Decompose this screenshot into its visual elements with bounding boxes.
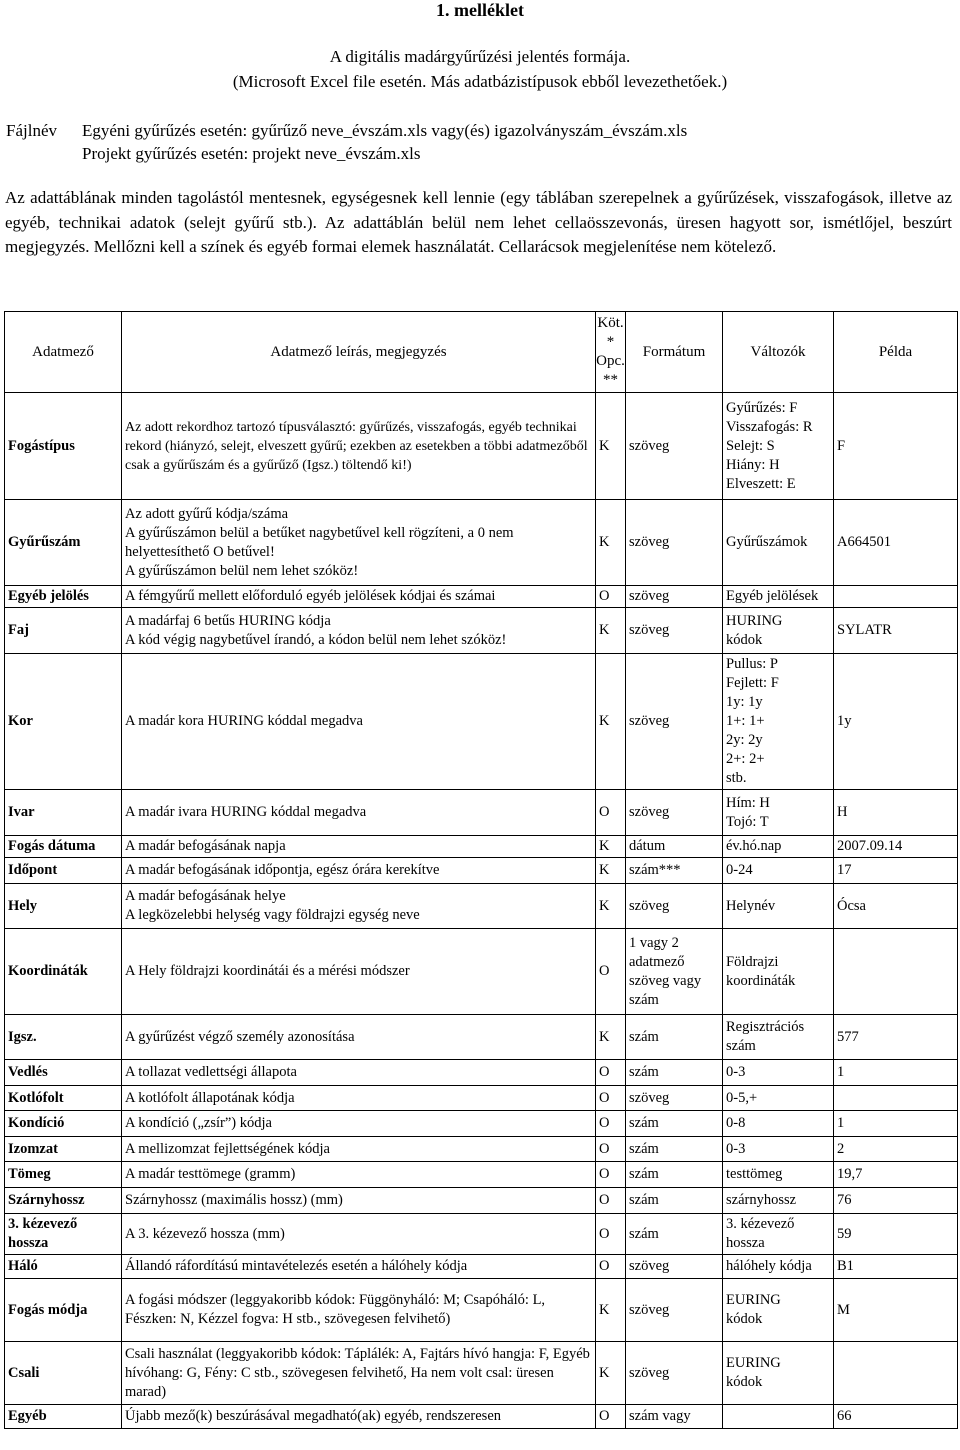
cell-example: M: [834, 1279, 958, 1342]
cell-description: A Hely földrajzi koordinátái és a mérési módszer: [122, 929, 596, 1015]
table-row: [5, 1188, 958, 1214]
cell-description: A mellizomzat fejlettségének kódja: [122, 1137, 596, 1162]
cell-field: Vedlés: [5, 1060, 122, 1086]
cell-field: Fogástípus: [5, 393, 122, 500]
cell-variables: 0-3: [723, 1137, 834, 1162]
cell-field: Faj: [5, 608, 122, 654]
table-row: [5, 929, 958, 1015]
cell-format: szöveg: [626, 608, 723, 654]
cell-required: O: [596, 1060, 626, 1086]
cell-example: [834, 586, 958, 608]
cell-description: A madár befogásának napja: [122, 836, 596, 858]
cell-example: [834, 1086, 958, 1111]
cell-example: 2007.09.14: [834, 836, 958, 858]
cell-example: [834, 1342, 958, 1405]
cell-field: Ivar: [5, 790, 122, 836]
cell-field: Kotlófolt: [5, 1086, 122, 1111]
cell-description: A madár ivara HURING kóddal megadva: [122, 790, 596, 836]
cell-example: 1: [834, 1060, 958, 1086]
intro-line-2: (Microsoft Excel file esetén. Más adatbázistípusok ebből levezethetőek.): [232, 72, 728, 91]
table-row: [5, 1060, 958, 1086]
cell-variables: Gyűrűszámok: [723, 500, 834, 586]
cell-variables: szárnyhossz: [723, 1188, 834, 1214]
cell-required: K: [596, 1342, 626, 1405]
cell-example: B1: [834, 1255, 958, 1279]
cell-example: F: [834, 393, 958, 500]
cell-field: Igsz.: [5, 1015, 122, 1060]
cell-variables: 3. kézevező hossza: [723, 1214, 834, 1255]
cell-variables: 0-5,+: [723, 1086, 834, 1111]
cell-required: K: [596, 1279, 626, 1342]
cell-field: Háló: [5, 1255, 122, 1279]
cell-variables: hálóhely kódja: [723, 1255, 834, 1279]
cell-example: SYLATR: [834, 608, 958, 654]
cell-field: Kor: [5, 654, 122, 790]
cell-variables: Egyéb jelölések: [723, 586, 834, 608]
header-example: Példa: [834, 312, 958, 393]
cell-required: K: [596, 608, 626, 654]
table-row: [5, 1137, 958, 1162]
cell-format: szöveg: [626, 884, 723, 929]
cell-required: K: [596, 654, 626, 790]
header-field: Adatmező: [5, 312, 122, 393]
cell-example: [834, 929, 958, 1015]
cell-required: O: [596, 1111, 626, 1137]
cell-field: Gyűrűszám: [5, 500, 122, 586]
cell-format: szöveg: [626, 1086, 723, 1111]
cell-format: szám: [626, 1137, 723, 1162]
table-row: [5, 1405, 958, 1429]
cell-example: 17: [834, 858, 958, 884]
table-row: [5, 1162, 958, 1188]
cell-format: szám: [626, 1111, 723, 1137]
page-heading: 1. melléklet: [436, 0, 524, 20]
cell-example: 59: [834, 1214, 958, 1255]
cell-required: O: [596, 1255, 626, 1279]
cell-example: Ócsa: [834, 884, 958, 929]
cell-format: szám: [626, 1214, 723, 1255]
table-row: [5, 884, 958, 929]
cell-format: szám: [626, 1060, 723, 1086]
table-body: [5, 393, 958, 1429]
filename-label: Fájlnév: [6, 121, 57, 140]
cell-required: K: [596, 1015, 626, 1060]
cell-required: K: [596, 836, 626, 858]
cell-description: A fémgyűrű mellett előforduló egyéb jelölések kódjai és számai: [122, 586, 596, 608]
cell-format: szöveg: [626, 1342, 723, 1405]
table-header-row: [5, 312, 958, 393]
cell-required: O: [596, 1188, 626, 1214]
cell-variables: testtömeg: [723, 1162, 834, 1188]
cell-required: K: [596, 884, 626, 929]
cell-example: 19,7: [834, 1162, 958, 1188]
cell-format: szöveg: [626, 654, 723, 790]
table-row: [5, 1214, 958, 1255]
table-row: [5, 1111, 958, 1137]
cell-format: szöveg: [626, 393, 723, 500]
cell-required: O: [596, 1214, 626, 1255]
cell-format: szám vagy: [626, 1405, 723, 1429]
cell-required: O: [596, 586, 626, 608]
cell-format: 1 vagy 2 adatmező szöveg vagy szám: [626, 929, 723, 1015]
cell-example: 2: [834, 1137, 958, 1162]
cell-field: Izomzat: [5, 1137, 122, 1162]
cell-description: Újabb mező(k) beszúrásával megadható(ak) egyéb, rendszeresen: [122, 1405, 596, 1429]
cell-format: szöveg: [626, 586, 723, 608]
cell-example: A664501: [834, 500, 958, 586]
cell-field: Koordináták: [5, 929, 122, 1015]
cell-description: A kondíció („zsír”) kódja: [122, 1111, 596, 1137]
intro-line-1: A digitális madárgyűrűzési jelentés formája.: [329, 47, 631, 66]
cell-format: szöveg: [626, 1279, 723, 1342]
cell-required: O: [596, 1137, 626, 1162]
cell-variables: Hím: H Tojó: T: [723, 790, 834, 836]
header-required: Köt. * Opc. **: [596, 312, 626, 393]
table-row: [5, 1015, 958, 1060]
cell-description: A madár befogásának helye A legközelebbi helység vagy földrajzi egység neve: [122, 884, 596, 929]
filename-project: Projekt gyűrűzés esetén: projekt neve_évszám.xls: [82, 144, 421, 163]
cell-field: Tömeg: [5, 1162, 122, 1188]
cell-description: Állandó ráfordítású mintavételezés esetén a hálóhely kódja: [122, 1255, 596, 1279]
cell-variables: EURING kódok: [723, 1342, 834, 1405]
cell-field: 3. kézevező hossza: [5, 1214, 122, 1255]
cell-variables: Pullus: P Fejlett: F 1y: 1y 1+: 1+ 2y: 2y 2+: 2+ stb.: [723, 654, 834, 790]
cell-field: Kondíció: [5, 1111, 122, 1137]
cell-field: Egyéb: [5, 1405, 122, 1429]
cell-required: K: [596, 393, 626, 500]
cell-description: A tollazat vedlettségi állapota: [122, 1060, 596, 1086]
cell-variables: 0-24: [723, 858, 834, 884]
table-row: [5, 654, 958, 790]
cell-example: 577: [834, 1015, 958, 1060]
cell-format: dátum: [626, 836, 723, 858]
cell-variables: év.hó.nap: [723, 836, 834, 858]
header-format: Formátum: [626, 312, 723, 393]
cell-description: A kotlófolt állapotának kódja: [122, 1086, 596, 1111]
table-row: [5, 790, 958, 836]
cell-format: szám: [626, 1188, 723, 1214]
cell-format: szám: [626, 1162, 723, 1188]
cell-description: Az adott gyűrű kódja/száma A gyűrűszámon belül a betűket nagybetűvel kell rögzíteni, a 0 nem helyettesíthető O betűvel! A gyűrűszámon belül nem lehet szóköz!: [122, 500, 596, 586]
cell-variables: 0-8: [723, 1111, 834, 1137]
cell-variables: Helynév: [723, 884, 834, 929]
cell-example: 66: [834, 1405, 958, 1429]
cell-variables: Földrajzi koordináták: [723, 929, 834, 1015]
table-row: [5, 858, 958, 884]
cell-field: Hely: [5, 884, 122, 929]
cell-example: 76: [834, 1188, 958, 1214]
cell-required: K: [596, 500, 626, 586]
cell-format: szöveg: [626, 790, 723, 836]
table-row: [5, 586, 958, 608]
cell-field: Fogás dátuma: [5, 836, 122, 858]
cell-field: Szárnyhossz: [5, 1188, 122, 1214]
cell-description: A madár befogásának időpontja, egész órára kerekítve: [122, 858, 596, 884]
cell-variables: [723, 1405, 834, 1429]
table-row: [5, 1342, 958, 1405]
cell-required: O: [596, 1086, 626, 1111]
cell-format: szöveg: [626, 1255, 723, 1279]
cell-field: Fogás módja: [5, 1279, 122, 1342]
table-row: [5, 500, 958, 586]
cell-example: 1y: [834, 654, 958, 790]
cell-example: 1: [834, 1111, 958, 1137]
filename-individual: Egyéni gyűrűzés esetén: gyűrűző neve_évszám.xls vagy(és) igazolványszám_évszám.xls: [82, 121, 688, 140]
cell-description: A fogási módszer (leggyakoribb kódok: Függönyháló: M; Csapóháló: L, Fészken: N, Kézzel fogva: H stb., szövegesen felvihető): [122, 1279, 596, 1342]
cell-example: H: [834, 790, 958, 836]
table-row: [5, 1086, 958, 1111]
cell-description: A madár kora HURING kóddal megadva: [122, 654, 596, 790]
cell-variables: HURING kódok: [723, 608, 834, 654]
cell-format: szöveg: [626, 500, 723, 586]
filename-line-2: [6, 142, 420, 165]
cell-description: A gyűrűzést végző személy azonosítása: [122, 1015, 596, 1060]
header-variables: Változók: [723, 312, 834, 393]
cell-field: Csali: [5, 1342, 122, 1405]
cell-description: A 3. kézevező hossza (mm): [122, 1214, 596, 1255]
cell-description: Csali használat (leggyakoribb kódok: Táplálék: A, Fajtárs hívó hangja: F, Egyéb hívóhang: G, Fény: C stb., szövegesen felvihető, Ha nem volt csal: üresen marad): [122, 1342, 596, 1405]
cell-variables: Regisztrációs szám: [723, 1015, 834, 1060]
cell-description: A madár testtömege (gramm): [122, 1162, 596, 1188]
cell-description: Szárnyhossz (maximális hossz) (mm): [122, 1188, 596, 1214]
cell-variables: 0-3: [723, 1060, 834, 1086]
cell-field: Egyéb jelölés: [5, 586, 122, 608]
cell-format: szám: [626, 1015, 723, 1060]
table-row: [5, 608, 958, 654]
cell-required: O: [596, 790, 626, 836]
filename-line-1: [6, 119, 687, 142]
table-row: [5, 1279, 958, 1342]
table-row: [5, 836, 958, 858]
rules-paragraph: Az adattáblának minden tagolástól mentesnek, egységesnek kell lennie (egy táblában szerepelnek a gyűrűzések, visszafogások, illetve az egyéb, technikai adatok (selejt gyűrű stb.). Az adattáblán belül nem lehet cellaösszevonás, üresen hagyott sor, ismétlőjel, beszúrt megjegyzés. Mellőzni kell a színek és egyéb formai elemek használatát. Cellarácsok megjelenítése nem kötelező.: [5, 188, 952, 256]
cell-required: O: [596, 1405, 626, 1429]
cell-required: O: [596, 929, 626, 1015]
cell-field: Időpont: [5, 858, 122, 884]
field-spec-table: [4, 311, 958, 1429]
cell-format: szám***: [626, 858, 723, 884]
cell-description: A madárfaj 6 betűs HURING kódja A kód végig nagybetűvel írandó, a kódon belül nem lehet szóköz!: [122, 608, 596, 654]
cell-required: K: [596, 858, 626, 884]
cell-variables: Gyűrűzés: F Visszafogás: R Selejt: S Hiány: H Elveszett: E: [723, 393, 834, 500]
cell-required: O: [596, 1162, 626, 1188]
header-description: Adatmező leírás, megjegyzés: [122, 312, 596, 393]
table-row: [5, 1255, 958, 1279]
table-row: [5, 393, 958, 500]
cell-variables: EURING kódok: [723, 1279, 834, 1342]
cell-description: Az adott rekordhoz tartozó típusválasztó: gyűrűzés, visszafogás, egyéb technikai rekord (hiányzó, selejt, elveszett gyűrű; ezekben az esetekben a többi adatmezőből csak a gyűrűszám és a gyűrűző (Igsz.) töltendő ki!): [122, 393, 596, 500]
